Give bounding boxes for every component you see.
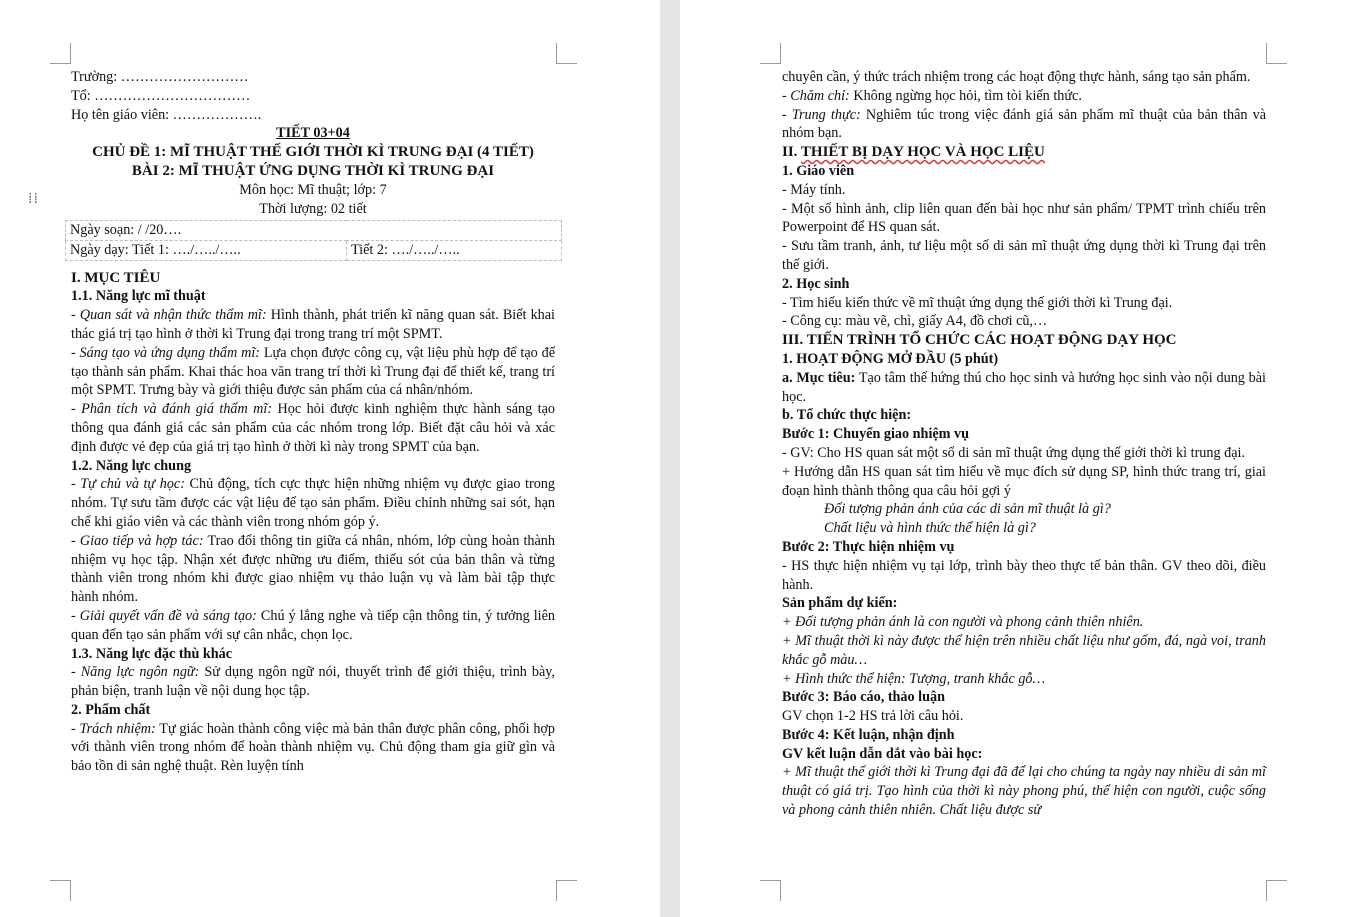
paragraph-lead: - Phân tích và đánh giá thẩm mĩ: — [71, 401, 273, 418]
paragraph-lead: - Chăm chỉ: — [782, 87, 850, 104]
paragraph-lead: - Giải quyết vấn đề và sáng tạo: — [71, 607, 257, 624]
expected-item: + Mĩ thuật thời kì này được thể hiện trên nhiều chất liệu như gốm, đá, ngà voi, tranh khắc gỗ màu… — [782, 632, 1266, 668]
paragraph-lead: - Năng lực ngôn ngữ: — [71, 664, 200, 681]
step-heading: Bước 1: Chuyển giao nhiệm vụ — [782, 426, 970, 443]
paragraph: - Một số hình ảnh, clip liên quan đến bài học như sản phẩm/ TPMT trình chiếu trên Powerpoint để HS quan sát. — [782, 200, 1266, 236]
conclusion-text: + Mĩ thuật thế giới thời kì Trung đại đã để lại cho chúng ta ngày nay nhiều di sản mĩ thuật có giá trị. Tạo hình của thời kì này phong phú, thể hiện con người, cuộc sống và phong cảnh thiên nhiên. Chất liệu được sử — [782, 764, 1266, 819]
teach-date-cell[interactable]: Ngày dạy: Tiết 1: …./…../….. — [66, 240, 347, 260]
paragraph — [71, 532, 555, 607]
subsection-heading: b. Tổ chức thực hiện: — [782, 407, 912, 424]
section-heading: III. TIẾN TRÌNH TỔ CHỨC CÁC HOẠT ĐỘNG DẠY HỌC — [782, 332, 1177, 349]
crop-mark-top-right — [556, 43, 577, 64]
subsection-heading: 2. Phẩm chất — [71, 701, 151, 718]
step-heading: Bước 4: Kết luận, nhận định — [782, 726, 955, 743]
paragraph-text: Nghiêm túc trong việc đánh giá sản phẩm mĩ thuật của bản thân và nhóm bạn. — [782, 106, 1266, 142]
topic-title: CHỦ ĐỀ 1: MĨ THUẬT THẾ GIỚI THỜI KÌ TRUNG ĐẠI (4 TIẾT) — [92, 144, 534, 161]
crop-mark-bottom-left — [760, 880, 781, 901]
paragraph-text: Không ngừng học hỏi, tìm tòi kiến thức. — [849, 87, 1082, 104]
step-heading: Bước 3: Báo cáo, thảo luận — [782, 689, 945, 706]
document-page-left[interactable] — [0, 0, 660, 917]
schedule-table — [65, 220, 562, 260]
school-line: Trường: ……………………… — [71, 69, 249, 85]
paragraph-text: Tự giác hoàn thành công việc mà bản thân được phân công, phối hợp với thành viên trong nhóm để hoàn thành nhiệm vụ. Chủ động tham gia giữ gìn và bảo tồn di sản nghệ thuật. Rèn luyện tính — [71, 720, 556, 775]
crop-mark-top-left — [760, 43, 781, 64]
paragraph — [71, 663, 555, 701]
lesson-title: BÀI 2: MĨ THUẬT ỨNG DỤNG THỜI KÌ TRUNG ĐẠI — [131, 162, 495, 179]
section-number: II. — [782, 144, 801, 161]
duration-line: Thời lượng: 02 tiết — [259, 200, 367, 217]
teacher-line: Họ tên giáo viên: ………………. — [71, 106, 262, 123]
crop-mark-top-left — [50, 43, 71, 64]
guiding-question: Đối tượng phản ánh của các di sản mĩ thuật là gì? — [824, 501, 1111, 518]
subsection-heading: Sản phẩm dự kiến: — [782, 595, 898, 612]
paragraph-text: Lựa chọn được công cụ, vật liệu phù hợp để tạo để tạo thành sản phẩm. Khai thác hoa văn trang trí thời kì Trung đại để thiết kế, trang trí một SPMT. Trưng bày và giới thiệu được sản phẩm của cá nhân/nhóm. — [71, 344, 555, 399]
subsection-heading: 2. Học sinh — [782, 275, 850, 292]
paragraph-lead: - Trung thực: — [782, 106, 861, 123]
paragraph — [71, 607, 555, 645]
paragraph: - Máy tính. — [782, 181, 846, 198]
paragraph: + Hướng dẫn HS quan sát tìm hiểu về mục đích sử dụng SP, hình thức trang trí, giai đoạn hình thành thông qua câu hỏi gợi ý — [782, 463, 1266, 499]
crop-mark-bottom-right — [1266, 880, 1287, 901]
paragraph — [71, 400, 555, 456]
paragraph-text: Tạo tâm thế hứng thú cho học sinh và hướng học sinh vào nội dung bài học. — [782, 369, 1266, 405]
activity-heading: 1. HOẠT ĐỘNG MỞ ĐẦU (5 phút) — [782, 350, 999, 367]
crop-mark-bottom-left — [50, 880, 71, 901]
step-heading: Bước 2: Thực hiện nhiệm vụ — [782, 538, 955, 555]
left-page-content — [71, 68, 555, 776]
paragraph: chuyên cần, ý thức trách nhiệm trong các hoạt động thực hành, sáng tạo sản phẩm. — [782, 69, 1251, 85]
document-page-right[interactable] — [680, 0, 1348, 917]
lesson-number: TIẾT 03+04 — [276, 125, 350, 142]
crop-mark-bottom-right — [556, 880, 577, 901]
paragraph-lead: a. Mục tiêu: — [782, 369, 856, 386]
group-line: Tổ: …………………………… — [71, 87, 251, 104]
paragraph-text: Chủ động, tích cực thực hiện những nhiệm vụ được giao trong nhóm. Tự sưu tầm được các vật liệu để tạo sản phẩm. Điều chỉnh những sai sót, hạn chế khi giáo viên và các thành viên trong nhóm góp ý. — [71, 476, 555, 530]
paragraph-lead: - Quan sát và nhận thức thẩm mĩ: — [71, 307, 267, 324]
subject-line: Môn học: Mĩ thuật; lớp: 7 — [239, 181, 387, 198]
paragraph-lead: - Tự chủ và tự học: — [71, 476, 185, 493]
paragraph: GV chọn 1-2 HS trả lời câu hỏi. — [782, 708, 964, 725]
paragraph: - Công cụ: màu vẽ, chì, giấy A4, đồ chơi cũ,… — [782, 313, 1048, 330]
paragraph — [71, 475, 555, 531]
prep-date-cell[interactable]: Ngày soạn: / /20…. — [66, 221, 562, 241]
paragraph — [71, 344, 555, 400]
section-title-spellcheck: THIẾT BỊ DẠY HỌC VÀ HỌC LIỆU — [800, 144, 1045, 161]
paragraph: - Sưu tầm tranh, ảnh, tư liệu một số di sản mĩ thuật ứng dụng thời kì Trung đại trên thế giới. — [782, 238, 1266, 273]
paragraph-lead: - Giao tiếp và hợp tác: — [71, 532, 204, 549]
period2-cell[interactable]: Tiết 2: …./…../….. — [347, 240, 562, 260]
paragraph-text: Chú ý lắng nghe và tiếp cận thông tin, ý tưởng liên quan đến tạo sản phẩm với sự cân nhắc, chọn lọc. — [71, 607, 556, 643]
paragraph-text: Hình thành, phát triển kĩ năng quan sát. Biết khai thác giá trị tạo hình ở thời kì Trung đại trong trang trí một SPMT. — [71, 307, 556, 342]
right-page-content — [782, 68, 1266, 820]
drag-handle-icon[interactable]: ⁞⁞ — [28, 191, 39, 207]
paragraph-text: Trao đổi thông tin giữa cá nhân, nhóm, lớp cùng hoàn thành nhiệm vụ học tập. Nhận xét được những ưu điểm, thiếu sót của bản thân và từng thành viên trong nhóm khi được giao nhiệm vụ thảo luận vụ và làm bài tập thực hành nhóm. — [71, 532, 555, 606]
paragraph — [782, 87, 1266, 106]
paragraph-text: Sử dụng ngôn ngữ nói, thuyết trình để giới thiệu, trình bày, phản biện, tranh luận về nội dung học tập. — [71, 664, 555, 700]
paragraph-lead: - Trách nhiệm: — [71, 720, 156, 737]
paragraph — [71, 306, 555, 344]
section-heading — [782, 143, 1266, 162]
paragraph — [71, 720, 555, 776]
crop-mark-top-right — [1266, 43, 1287, 64]
subsection-heading: 1.2. Năng lực chung — [71, 457, 192, 474]
subsection-heading: GV kết luận dẫn dắt vào bài học: — [782, 745, 983, 762]
paragraph: - GV: Cho HS quan sát một số di sản mĩ thuật ứng dụng thế giới thời kì trung đại. — [782, 444, 1246, 461]
subsection-heading: 1.3. Năng lực đặc thù khác — [71, 645, 233, 662]
expected-item: + Hình thức thể hiện: Tượng, tranh khắc gỗ… — [782, 670, 1046, 687]
paragraph — [782, 106, 1266, 144]
expected-item: + Đối tượng phản ánh là con người và phong cảnh thiên nhiên. — [782, 614, 1144, 631]
paragraph-lead: - Sáng tạo và ứng dụng thẩm mĩ: — [71, 344, 261, 361]
guiding-question: Chất liệu và hình thức thể hiện là gì? — [824, 520, 1036, 537]
paragraph: - Tìm hiểu kiến thức về mĩ thuật ứng dụng thế giới thời kì Trung đại. — [782, 294, 1173, 311]
paragraph-text: Học hỏi được kinh nghiệm thực hành sáng tạo thông qua đánh giá các sản phẩm của các nhóm trong lớp. Biết đặt câu hỏi và xác định được vẻ đẹp của giá trị tạo hình ở thời kì này trong SPMT của bạn. — [71, 401, 555, 455]
section-heading: I. MỤC TIÊU — [71, 269, 161, 286]
subsection-heading: 1.1. Năng lực mĩ thuật — [71, 288, 206, 305]
paragraph: - HS thực hiện nhiệm vụ tại lớp, trình bày theo thực tế bản thân. GV theo dõi, điều hành. — [782, 557, 1266, 593]
subsection-heading: 1. Giáo viên — [782, 162, 855, 179]
paragraph — [782, 369, 1266, 407]
